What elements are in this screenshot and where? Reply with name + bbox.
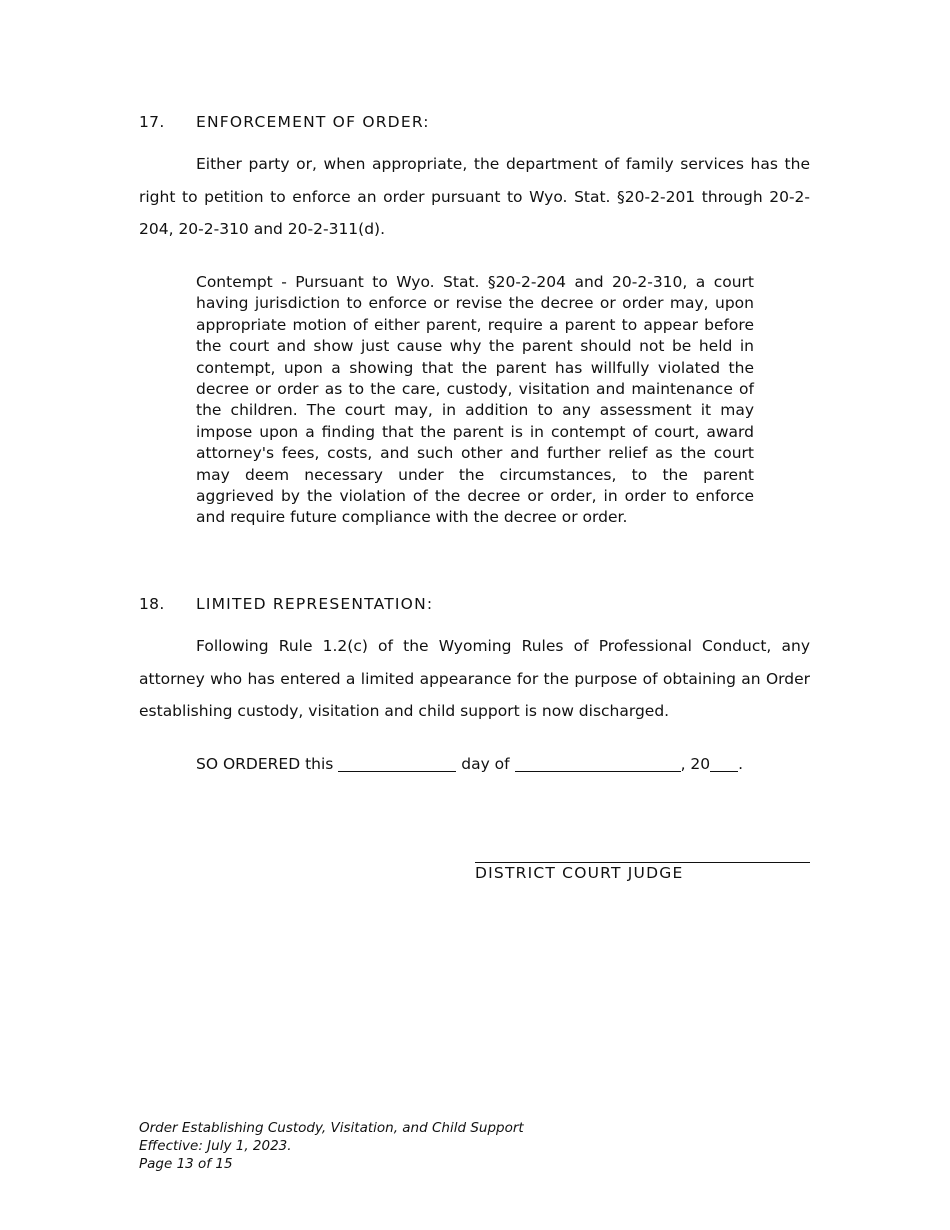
footer-effective-date: Effective: July 1, 2023. <box>139 1138 292 1154</box>
footer-document-title: Order Establishing Custody, Visitation, and Child Support <box>139 1120 524 1136</box>
day-blank[interactable] <box>338 755 456 772</box>
section-17-heading <box>139 113 430 131</box>
year-prefix: , 20 <box>680 755 711 773</box>
so-ordered-line <box>196 755 743 773</box>
section-18-heading <box>139 595 433 613</box>
ordered-suffix: . <box>738 755 744 773</box>
judge-signature-line[interactable] <box>475 862 810 863</box>
day-of-label: day of <box>461 755 510 773</box>
section-number: 18. <box>139 595 165 613</box>
limited-representation-paragraph: Following Rule 1.2(c) of the Wyoming Rules of Professional Conduct, any attorney who has entered a limited appearance for the purpose of obtaining an Order establishing custody, visitation and child support is now discharged. <box>139 637 810 720</box>
contempt-block-quote: Contempt - Pursuant to Wyo. Stat. §20-2-204 and 20-2-310, a court having jurisdiction to enforce or revise the decree or order may, upon appropriate motion of either parent, require a parent to appear before the court and show just cause why the parent should not be held in contempt, upon a showing that the parent has willfully violated the decree or order as to the care, custody, visitation and maintenance of the children. The court may, in addition to any assessment it may impose upon a finding that the parent is in contempt of court, award attorney's fees, costs, and such other and further relief as the court may deem necessary under the circumstances, to the parent aggrieved by the violation of the decree or order, in order to enforce and require future compliance with the decree or order. <box>196 273 754 527</box>
enforcement-paragraph: Either party or, when appropriate, the department of family services has the right to petition to enforce an order pursuant to Wyo. Stat. §20-2-201 through 20-2-204, 20-2-310 and 20-2-311(d). <box>139 155 810 238</box>
year-blank[interactable] <box>710 755 738 772</box>
judge-signature-label: DISTRICT COURT JUDGE <box>475 864 684 882</box>
section-number: 17. <box>139 113 165 131</box>
month-blank[interactable] <box>515 755 681 772</box>
section-title: LIMITED REPRESENTATION: <box>196 595 434 613</box>
page-footer <box>139 1119 524 1173</box>
so-ordered-prefix: SO ORDERED this <box>196 755 334 773</box>
footer-page-number: Page 13 of 15 <box>139 1156 233 1172</box>
section-title: ENFORCEMENT OF ORDER: <box>196 113 430 131</box>
